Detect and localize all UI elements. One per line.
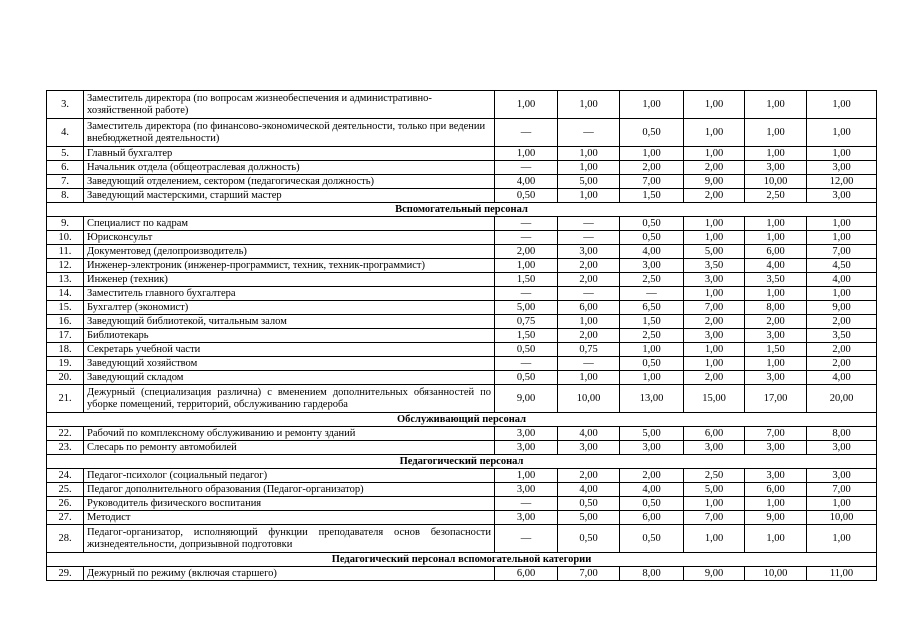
staff-value-cell: 10,00	[807, 511, 877, 525]
staff-value-cell: 0,50	[495, 343, 558, 357]
staff-value-cell: 2,00	[620, 469, 684, 483]
row-number: 8.	[47, 189, 84, 203]
staff-value-cell: 1,00	[807, 525, 877, 553]
table-row	[47, 315, 877, 329]
staff-value-cell: —	[558, 119, 620, 147]
staff-value-cell: 6,00	[745, 245, 807, 259]
staff-value-cell: 11,00	[807, 567, 877, 581]
section-header-row	[47, 413, 877, 427]
staff-value-cell: 1,00	[558, 371, 620, 385]
table-row	[47, 175, 877, 189]
position-name: Заведующий складом	[84, 371, 495, 385]
table-row	[47, 427, 877, 441]
position-name: Специалист по кадрам	[84, 217, 495, 231]
staff-value-cell: 3,00	[684, 441, 745, 455]
row-number: 26.	[47, 497, 84, 511]
staff-value-cell: 3,00	[684, 329, 745, 343]
position-name: Заместитель главного бухгалтера	[84, 287, 495, 301]
table-row	[47, 329, 877, 343]
staff-value-cell: 3,00	[620, 441, 684, 455]
position-name: Инженер (техник)	[84, 273, 495, 287]
staff-value-cell: 1,00	[745, 217, 807, 231]
staff-value-cell: —	[495, 357, 558, 371]
staff-value-cell: 4,00	[495, 175, 558, 189]
staff-value-cell: 9,00	[495, 385, 558, 413]
staff-value-cell: 3,00	[807, 441, 877, 455]
row-number: 23.	[47, 441, 84, 455]
staff-value-cell: 1,00	[495, 469, 558, 483]
staff-value-cell: 9,00	[807, 301, 877, 315]
position-name: Начальник отдела (общеотраслевая должность)	[84, 161, 495, 175]
staff-value-cell: 1,00	[684, 147, 745, 161]
staff-value-cell: 1,00	[684, 91, 745, 119]
staff-value-cell: 1,00	[558, 189, 620, 203]
staff-value-cell: 2,00	[620, 161, 684, 175]
staff-value-cell: 1,00	[558, 91, 620, 119]
position-name: Слесарь по ремонту автомобилей	[84, 441, 495, 455]
staff-value-cell: 17,00	[745, 385, 807, 413]
staff-value-cell: 3,00	[495, 441, 558, 455]
position-name: Документовед (делопроизводитель)	[84, 245, 495, 259]
row-number: 7.	[47, 175, 84, 189]
staff-value-cell: 8,00	[745, 301, 807, 315]
staff-value-cell: 7,00	[684, 301, 745, 315]
row-number: 9.	[47, 217, 84, 231]
table-row	[47, 287, 877, 301]
staff-value-cell: 3,00	[807, 189, 877, 203]
staff-value-cell: —	[495, 119, 558, 147]
staff-value-cell: 3,50	[807, 329, 877, 343]
staff-value-cell: 3,00	[620, 259, 684, 273]
staff-value-cell: 4,00	[620, 245, 684, 259]
staff-value-cell: 1,00	[558, 315, 620, 329]
table-row	[47, 231, 877, 245]
row-number: 11.	[47, 245, 84, 259]
row-number: 6.	[47, 161, 84, 175]
staff-value-cell: 1,50	[745, 343, 807, 357]
section-header-row	[47, 455, 877, 469]
row-number: 20.	[47, 371, 84, 385]
staff-value-cell: 1,00	[745, 231, 807, 245]
staff-value-cell: 2,00	[807, 343, 877, 357]
row-number: 29.	[47, 567, 84, 581]
staffing-table-page	[46, 90, 876, 581]
row-number: 12.	[47, 259, 84, 273]
staff-value-cell: 5,00	[684, 245, 745, 259]
staff-value-cell: 6,00	[745, 483, 807, 497]
staff-value-cell: 1,00	[620, 147, 684, 161]
staff-value-cell: 4,00	[558, 483, 620, 497]
staff-value-cell: 1,00	[684, 343, 745, 357]
staff-value-cell: 1,00	[684, 525, 745, 553]
table-row	[47, 441, 877, 455]
staff-value-cell: 10,00	[745, 567, 807, 581]
table-row	[47, 497, 877, 511]
staff-value-cell: 2,00	[558, 273, 620, 287]
staff-value-cell: 6,00	[558, 301, 620, 315]
position-name: Руководитель физического воспитания	[84, 497, 495, 511]
staff-value-cell: 8,00	[620, 567, 684, 581]
staff-value-cell: 2,50	[745, 189, 807, 203]
staff-value-cell: 3,50	[745, 273, 807, 287]
position-name: Педагог-психолог (социальный педагог)	[84, 469, 495, 483]
position-name: Главный бухгалтер	[84, 147, 495, 161]
row-number: 18.	[47, 343, 84, 357]
staff-value-cell: —	[495, 231, 558, 245]
row-number: 15.	[47, 301, 84, 315]
staff-value-cell: —	[495, 525, 558, 553]
position-name: Заведующий мастерскими, старший мастер	[84, 189, 495, 203]
staff-value-cell: 1,00	[807, 119, 877, 147]
position-name: Библиотекарь	[84, 329, 495, 343]
staff-value-cell: —	[495, 217, 558, 231]
position-name: Заведующий хозяйством	[84, 357, 495, 371]
staff-value-cell: 1,00	[495, 259, 558, 273]
staff-value-cell: 3,00	[558, 245, 620, 259]
staff-value-cell: 5,00	[558, 511, 620, 525]
row-number: 22.	[47, 427, 84, 441]
table-row	[47, 343, 877, 357]
staff-value-cell: 2,00	[684, 315, 745, 329]
staff-value-cell: 5,00	[558, 175, 620, 189]
position-name: Педагог дополнительного образования (Педагог-организатор)	[84, 483, 495, 497]
table-row	[47, 217, 877, 231]
staff-value-cell: 3,00	[684, 273, 745, 287]
position-name: Методист	[84, 511, 495, 525]
staff-value-cell: 3,00	[807, 161, 877, 175]
row-number: 24.	[47, 469, 84, 483]
row-number: 17.	[47, 329, 84, 343]
staff-value-cell: 1,00	[807, 287, 877, 301]
staff-value-cell: 7,00	[684, 511, 745, 525]
staff-value-cell: 2,00	[745, 315, 807, 329]
staff-value-cell: 4,50	[807, 259, 877, 273]
staff-value-cell: 4,00	[807, 273, 877, 287]
staff-value-cell: 3,00	[745, 161, 807, 175]
staff-value-cell: 3,00	[495, 511, 558, 525]
row-number: 13.	[47, 273, 84, 287]
staff-value-cell: 1,00	[745, 287, 807, 301]
table-row	[47, 91, 877, 119]
staff-value-cell: 6,00	[620, 511, 684, 525]
table-row	[47, 385, 877, 413]
staff-value-cell: 9,00	[745, 511, 807, 525]
staff-value-cell: 2,50	[684, 469, 745, 483]
row-number: 28.	[47, 525, 84, 553]
staff-value-cell: 3,00	[495, 483, 558, 497]
table-row	[47, 119, 877, 147]
staff-value-cell: 7,00	[558, 567, 620, 581]
staff-value-cell: 5,00	[684, 483, 745, 497]
table-row	[47, 469, 877, 483]
staff-value-cell: 4,00	[807, 371, 877, 385]
table-row	[47, 567, 877, 581]
table-row	[47, 371, 877, 385]
position-name: Заведующий отделением, сектором (педагогическая должность)	[84, 175, 495, 189]
staff-value-cell: 1,00	[807, 231, 877, 245]
staff-value-cell: 2,00	[684, 161, 745, 175]
staff-value-cell: 1,00	[807, 497, 877, 511]
staff-value-cell: 1,00	[684, 119, 745, 147]
staff-value-cell: 0,75	[558, 343, 620, 357]
staff-value-cell: 6,00	[684, 427, 745, 441]
staff-value-cell: 0,50	[558, 525, 620, 553]
row-number: 14.	[47, 287, 84, 301]
staff-value-cell: 1,50	[620, 189, 684, 203]
table-row	[47, 147, 877, 161]
position-name: Дежурный (специализация различна) с вменением дополнительных обязанностей по уборке помещений, территорий, обслуживанию гардероба	[84, 385, 495, 413]
section-title: Педагогический персонал	[47, 455, 877, 469]
staff-value-cell: 0,50	[620, 497, 684, 511]
staff-value-cell: 0,50	[620, 217, 684, 231]
staff-value-cell: 1,00	[807, 217, 877, 231]
position-name: Заведующий библиотекой, читальным залом	[84, 315, 495, 329]
staff-value-cell: 0,50	[495, 189, 558, 203]
staff-value-cell: 0,50	[620, 231, 684, 245]
staff-value-cell: 5,00	[620, 427, 684, 441]
staff-value-cell: 1,00	[807, 147, 877, 161]
staff-value-cell: 1,50	[495, 329, 558, 343]
row-number: 21.	[47, 385, 84, 413]
staff-value-cell: 1,00	[745, 357, 807, 371]
staff-value-cell: 2,00	[558, 329, 620, 343]
staff-value-cell: 7,00	[807, 245, 877, 259]
staff-value-cell: 7,00	[745, 427, 807, 441]
staff-value-cell: —	[495, 287, 558, 301]
staffing-table	[46, 90, 877, 581]
section-title: Вспомогательный персонал	[47, 203, 877, 217]
staff-value-cell: 0,50	[620, 357, 684, 371]
staff-value-cell: 2,00	[558, 259, 620, 273]
staff-value-cell: 9,00	[684, 175, 745, 189]
staff-value-cell: 0,50	[620, 119, 684, 147]
staff-value-cell: 15,00	[684, 385, 745, 413]
row-number: 27.	[47, 511, 84, 525]
table-row	[47, 245, 877, 259]
section-title: Обслуживающий персонал	[47, 413, 877, 427]
position-name: Бухгалтер (экономист)	[84, 301, 495, 315]
staffing-table-body	[47, 91, 877, 581]
staff-value-cell: 1,00	[620, 91, 684, 119]
section-header-row	[47, 553, 877, 567]
staff-value-cell: 4,00	[745, 259, 807, 273]
row-number: 4.	[47, 119, 84, 147]
staff-value-cell: —	[495, 497, 558, 511]
staff-value-cell: 1,00	[684, 357, 745, 371]
position-name: Заместитель директора (по вопросам жизнеобеспечения и административно-хозяйственной работе)	[84, 91, 495, 119]
staff-value-cell: —	[558, 217, 620, 231]
staff-value-cell: 13,00	[620, 385, 684, 413]
staff-value-cell: 2,00	[558, 469, 620, 483]
staff-value-cell: 12,00	[807, 175, 877, 189]
staff-value-cell: 1,00	[620, 343, 684, 357]
staff-value-cell: —	[495, 161, 558, 175]
row-number: 25.	[47, 483, 84, 497]
staff-value-cell: 0,50	[495, 371, 558, 385]
staff-value-cell: 1,00	[745, 497, 807, 511]
staff-value-cell: 3,50	[684, 259, 745, 273]
section-title: Педагогический персонал вспомогательной категории	[47, 553, 877, 567]
staff-value-cell: 3,00	[745, 441, 807, 455]
staff-value-cell: 5,00	[495, 301, 558, 315]
staff-value-cell: 1,00	[684, 287, 745, 301]
staff-value-cell: 4,00	[620, 483, 684, 497]
staff-value-cell: 1,00	[745, 147, 807, 161]
staff-value-cell: 10,00	[558, 385, 620, 413]
staff-value-cell: 0,50	[620, 525, 684, 553]
staff-value-cell: 1,50	[620, 315, 684, 329]
staff-value-cell: 1,50	[495, 273, 558, 287]
table-row	[47, 301, 877, 315]
staff-value-cell: 1,00	[495, 147, 558, 161]
table-row	[47, 259, 877, 273]
staff-value-cell: 9,00	[684, 567, 745, 581]
staff-value-cell: —	[558, 231, 620, 245]
row-number: 19.	[47, 357, 84, 371]
staff-value-cell: 0,75	[495, 315, 558, 329]
position-name: Заместитель директора (по финансово-экономической деятельности, только при ведении внебюджетной деятельности)	[84, 119, 495, 147]
staff-value-cell: 4,00	[558, 427, 620, 441]
staff-value-cell: 3,00	[558, 441, 620, 455]
table-row	[47, 273, 877, 287]
staff-value-cell: 3,00	[807, 469, 877, 483]
staff-value-cell: 2,00	[684, 189, 745, 203]
staff-value-cell: 0,50	[558, 497, 620, 511]
staff-value-cell: 3,00	[495, 427, 558, 441]
position-name: Педагог-организатор, исполняющий функции преподавателя основ безопасности жизнедеятельности, допризывной подготовки	[84, 525, 495, 553]
staff-value-cell: 1,00	[684, 231, 745, 245]
row-number: 10.	[47, 231, 84, 245]
row-number: 16.	[47, 315, 84, 329]
staff-value-cell: 1,00	[620, 371, 684, 385]
staff-value-cell: 3,00	[745, 371, 807, 385]
position-name: Дежурный по режиму (включая старшего)	[84, 567, 495, 581]
staff-value-cell: 1,00	[807, 91, 877, 119]
staff-value-cell: 3,00	[745, 329, 807, 343]
staff-value-cell: 2,00	[807, 357, 877, 371]
position-name: Инженер-электроник (инженер-программист, техник, техник-программист)	[84, 259, 495, 273]
staff-value-cell: 1,00	[745, 119, 807, 147]
table-row	[47, 161, 877, 175]
staff-value-cell: 2,00	[495, 245, 558, 259]
staff-value-cell: 8,00	[807, 427, 877, 441]
staff-value-cell: —	[558, 287, 620, 301]
table-row	[47, 357, 877, 371]
staff-value-cell: 1,00	[684, 217, 745, 231]
position-name: Юрисконсульт	[84, 231, 495, 245]
staff-value-cell: —	[620, 287, 684, 301]
staff-value-cell: 6,00	[495, 567, 558, 581]
row-number: 3.	[47, 91, 84, 119]
row-number: 5.	[47, 147, 84, 161]
staff-value-cell: 1,00	[495, 91, 558, 119]
staff-value-cell: 1,00	[684, 497, 745, 511]
table-row	[47, 189, 877, 203]
staff-value-cell: 20,00	[807, 385, 877, 413]
staff-value-cell: —	[558, 357, 620, 371]
position-name: Секретарь учебной части	[84, 343, 495, 357]
staff-value-cell: 2,00	[807, 315, 877, 329]
table-row	[47, 525, 877, 553]
staff-value-cell: 1,00	[558, 147, 620, 161]
staff-value-cell: 10,00	[745, 175, 807, 189]
staff-value-cell: 2,00	[684, 371, 745, 385]
staff-value-cell: 1,00	[745, 91, 807, 119]
staff-value-cell: 6,50	[620, 301, 684, 315]
staff-value-cell: 2,50	[620, 273, 684, 287]
staff-value-cell: 1,00	[558, 161, 620, 175]
staff-value-cell: 1,00	[745, 525, 807, 553]
staff-value-cell: 7,00	[807, 483, 877, 497]
staff-value-cell: 7,00	[620, 175, 684, 189]
table-row	[47, 511, 877, 525]
section-header-row	[47, 203, 877, 217]
table-row	[47, 483, 877, 497]
staff-value-cell: 2,50	[620, 329, 684, 343]
staff-value-cell: 3,00	[745, 469, 807, 483]
position-name: Рабочий по комплексному обслуживанию и ремонту зданий	[84, 427, 495, 441]
